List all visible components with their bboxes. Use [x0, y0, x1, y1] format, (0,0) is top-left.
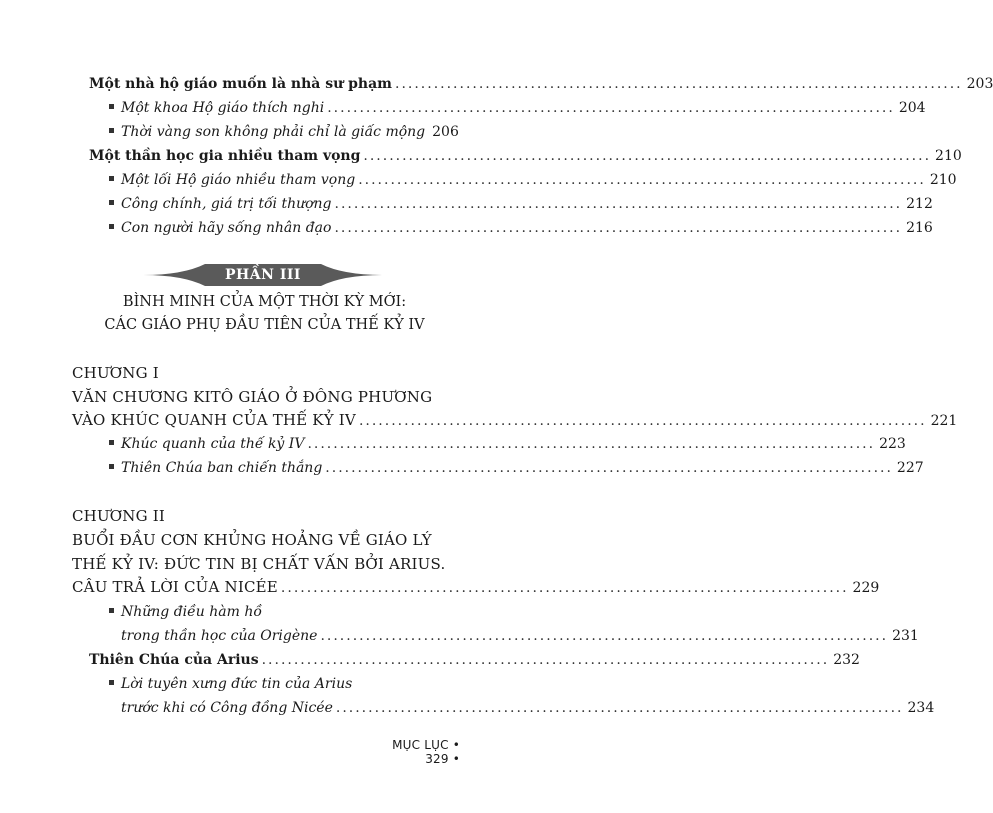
dot-leader: ........................................................................................	[327, 100, 895, 116]
toc-subentry-title: Một lối Hộ giáo nhiều tham vọng	[121, 172, 356, 188]
dot-leader: ........................................................................................	[395, 76, 963, 92]
dot-leader: ........................................................................................	[363, 148, 932, 164]
part-label: PHẦN III	[225, 267, 301, 283]
chapter-title-line1: VĂN CHƯƠNG KITÔ GIÁO Ở ĐÔNG PHƯƠNG	[72, 388, 433, 406]
toc-subentry-page: 210	[929, 172, 957, 188]
toc-subentry[interactable]	[108, 99, 926, 117]
toc-entry-title: Thiên Chúa của Arius	[89, 652, 259, 668]
chapter-page: 221	[930, 413, 958, 429]
toc-subentry-page: 206	[432, 124, 459, 140]
toc-subentry-title-cont: trong thần học của Origène	[121, 628, 318, 644]
toc-subentry-first-line[interactable]	[108, 603, 454, 621]
toc-subentry-title-cont: trước khi có Công đồng Nicée	[121, 700, 333, 716]
toc-entry[interactable]	[89, 75, 993, 93]
toc-subentry-title: Thời vàng son không phải chỉ là giấc mộng	[121, 124, 426, 140]
page-number: 329	[425, 752, 449, 766]
footer-bullet: •	[452, 738, 460, 752]
toc-subentry-title: Lời tuyên xưng đức tin của Arius	[121, 676, 353, 692]
toc-subentry[interactable]	[108, 459, 924, 477]
toc-subentry-continuation[interactable]	[121, 699, 935, 717]
toc-subentry-title: Những điều hàm hồ	[121, 604, 262, 620]
toc-subentry[interactable]	[108, 195, 933, 213]
toc-subentry-page: 227	[896, 460, 924, 476]
toc-subentry-title: Thiên Chúa ban chiến thắng	[121, 460, 323, 476]
toc-entry[interactable]	[89, 147, 962, 165]
part-title-line1: BÌNH MINH CỦA MỘT THỜI KỲ MỚI:	[122, 294, 407, 310]
dot-leader: ........................................................................................	[307, 436, 876, 452]
toc-subentry[interactable]	[108, 123, 459, 141]
chapter-label: CHƯƠNG I	[72, 364, 159, 382]
toc-subentry-page: 212	[906, 196, 933, 212]
chapter-title-line3: CÂU TRẢ LỜI CỦA NICÉE	[72, 578, 278, 596]
toc-subentry-page: 223	[879, 436, 906, 452]
part-banner	[143, 262, 383, 288]
dot-leader: ........................................................................................	[320, 628, 889, 644]
dot-leader: ........................................................................................	[358, 172, 926, 188]
toc-entry-page: 210	[935, 148, 962, 164]
toc-subentry[interactable]	[108, 219, 933, 237]
dot-leader: ........................................................................................	[358, 413, 927, 429]
toc-entry-title: Một nhà hộ giáo muốn là nhà sư phạm	[89, 76, 392, 92]
chapter-entry[interactable]	[72, 411, 958, 430]
chapter-label: CHƯƠNG II	[72, 507, 166, 525]
chapter-title-line2: VÀO KHÚC QUANH CỦA THẾ KỶ IV	[72, 411, 356, 429]
toc-subentry-page: 216	[906, 220, 933, 236]
page-footer	[370, 738, 460, 766]
toc-subentry-continuation[interactable]	[121, 627, 919, 645]
toc-subentry-first-line[interactable]	[108, 675, 454, 693]
dot-leader: ........................................................................................	[335, 700, 904, 716]
toc-subentry-page: 231	[892, 628, 919, 644]
chapter-entry[interactable]	[72, 578, 880, 597]
chapter-title-line1: BUỔI ĐẦU CƠN KHỦNG HOẢNG VỀ GIÁO LÝ	[72, 531, 432, 549]
toc-entry[interactable]	[89, 651, 860, 669]
chapter-title-line2: THẾ KỶ IV: ĐỨC TIN BỊ CHẤT VẤN BỞI ARIUS.	[72, 555, 446, 573]
toc-subentry-page: 234	[907, 700, 935, 716]
toc-subentry[interactable]	[108, 435, 906, 453]
toc-subentry-title: Khúc quanh của thế kỷ IV	[121, 436, 305, 452]
toc-entry-title: Một thần học gia nhiều tham vọng	[89, 148, 361, 164]
footer-bullet: •	[452, 752, 460, 766]
dot-leader: ........................................................................................	[280, 580, 849, 596]
toc-entry-page: 232	[833, 652, 860, 668]
dot-leader: ........................................................................................	[261, 652, 830, 668]
toc-entry-page: 203	[966, 76, 993, 92]
part-title-line2: CÁC GIÁO PHỤ ĐẦU TIÊN CỦA THẾ KỶ IV	[104, 317, 425, 333]
toc-subentry-title: Công chính, giá trị tối thượng	[121, 196, 332, 212]
dot-leader: ........................................................................................	[334, 196, 903, 212]
toc-subentry-page: 204	[898, 100, 926, 116]
toc-subentry-title: Một khoa Hộ giáo thích nghi	[121, 100, 325, 116]
dot-leader: ........................................................................................	[325, 460, 893, 476]
chapter-page: 229	[852, 580, 880, 596]
toc-subentry-title: Con người hãy sống nhân đạo	[121, 220, 332, 236]
dot-leader: ........................................................................................	[334, 220, 903, 236]
footer-label: MỤC LỤC	[392, 738, 449, 752]
toc-subentry[interactable]	[108, 171, 957, 189]
